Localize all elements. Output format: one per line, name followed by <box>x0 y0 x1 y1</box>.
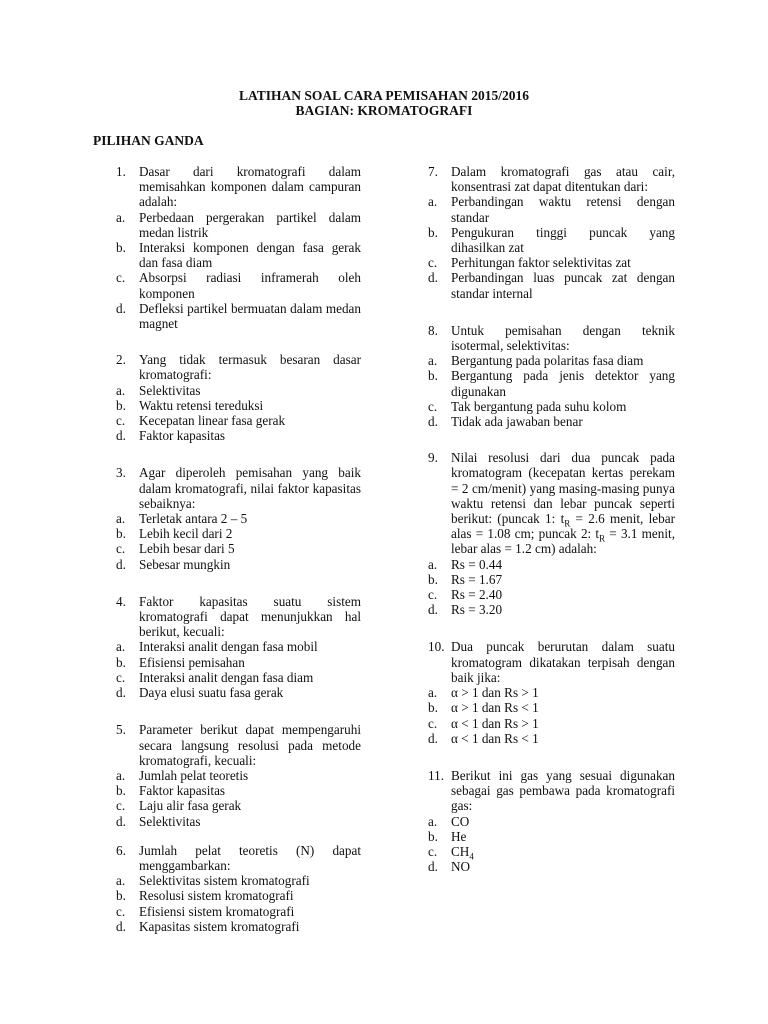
answer-option[interactable] <box>116 919 361 934</box>
option-letter: a. <box>116 873 126 889</box>
option-text: Selektivitas <box>139 382 201 398</box>
answer-option[interactable] <box>428 700 675 715</box>
answer-option[interactable] <box>116 526 361 541</box>
option-letter: a. <box>428 685 438 701</box>
answer-option[interactable] <box>428 731 675 746</box>
question-number: 2. <box>116 352 126 368</box>
subscript-text: 4 <box>469 851 474 862</box>
option-letter: c. <box>116 903 126 919</box>
option-text: Rs = 1.67 <box>451 571 503 587</box>
question-text: Jumlah pelat teoretis (N) dapat menggambarkan: <box>139 842 361 873</box>
option-letter: b. <box>116 783 126 799</box>
answer-option[interactable] <box>116 685 361 700</box>
option-letter: d. <box>116 428 126 444</box>
question-text: Dasar dari kromatografi dalam memisahkan komponen dalam campuran adalah: <box>139 164 361 210</box>
option-text <box>451 843 675 862</box>
option-letter: b. <box>428 828 438 844</box>
answer-option[interactable] <box>428 716 675 731</box>
question-stem <box>116 843 361 873</box>
question-item <box>428 768 675 874</box>
option-text: Interaksi komponen dengan fasa gerak dan fasa diam <box>139 240 361 271</box>
answer-option[interactable] <box>116 904 361 919</box>
document-subtitle: BAGIAN: KROMATOGRAFI <box>295 103 473 118</box>
option-letter: a. <box>116 511 126 527</box>
option-letter: d. <box>428 270 438 286</box>
answer-option[interactable] <box>116 655 361 670</box>
answer-option[interactable] <box>116 428 361 443</box>
option-letter: b. <box>116 888 126 904</box>
option-letter: a. <box>428 194 438 210</box>
option-text: Rs = 2.40 <box>451 587 503 603</box>
option-letter: d. <box>428 414 438 430</box>
answer-option[interactable] <box>116 541 361 556</box>
option-text: Kecepatan linear fasa gerak <box>139 413 286 429</box>
option-letter: a. <box>428 353 438 369</box>
question-item <box>116 843 361 934</box>
answer-option[interactable] <box>428 225 675 255</box>
question-item <box>116 594 361 700</box>
option-text: α > 1 dan Rs > 1 <box>451 685 539 701</box>
answer-option[interactable] <box>428 255 675 270</box>
option-text: Rs = 0.44 <box>451 556 503 572</box>
text-fragment: Nilai resolusi dari dua puncak pada kromatogram (kecepatan kertas perekam = 2 cm/menit) yang masing-masing punya waktu retensi dan lebar puncak seperti berikut: (puncak 1: t <box>451 450 675 527</box>
option-letter: c. <box>116 541 126 557</box>
option-text: α > 1 dan Rs < 1 <box>451 700 539 716</box>
answer-option[interactable] <box>116 398 361 413</box>
answer-option[interactable] <box>116 768 361 783</box>
option-letter: a. <box>116 209 126 225</box>
option-text: Sebesar mungkin <box>139 556 231 572</box>
answer-option[interactable] <box>428 602 675 617</box>
answer-option[interactable] <box>116 301 361 331</box>
question-number: 5. <box>116 722 126 738</box>
answer-option[interactable] <box>428 194 675 224</box>
answer-option[interactable] <box>428 270 675 300</box>
option-letter: b. <box>116 654 126 670</box>
option-text: Selektivitas sistem kromatografi <box>139 873 310 889</box>
questions-column-right <box>428 164 675 874</box>
option-text: Perbandingan luas puncak zat dengan standar internal <box>451 270 675 301</box>
text-fragment: = 3.1 menit, lebar alas = 1.2 cm) adalah: <box>451 526 675 557</box>
question-number: 11. <box>428 767 444 783</box>
option-text: CO <box>451 813 470 829</box>
document-title: LATIHAN SOAL CARA PEMISAHAN 2015/2016 <box>238 88 530 103</box>
option-text: Daya elusi suatu fasa gerak <box>139 685 284 701</box>
answer-option[interactable] <box>116 814 361 829</box>
question-item <box>116 352 361 443</box>
question-number: 8. <box>428 322 438 338</box>
answer-option[interactable] <box>116 210 361 240</box>
option-letter: d. <box>116 300 126 316</box>
option-text: Kapasitas sistem kromatografi <box>139 918 300 934</box>
option-letter: c. <box>116 669 126 685</box>
option-text: Faktor kapasitas <box>139 783 226 799</box>
question-item <box>116 722 361 828</box>
question-number: 10. <box>428 639 445 655</box>
option-text: Perbandingan waktu retensi dengan standar <box>451 194 675 225</box>
answer-option[interactable] <box>428 829 675 844</box>
option-text: Tidak ada jawaban benar <box>451 414 583 430</box>
option-letter: d. <box>116 918 126 934</box>
question-number: 3. <box>116 465 126 481</box>
question-number: 1. <box>116 164 126 179</box>
option-letter: a. <box>428 556 438 572</box>
answer-option[interactable] <box>116 783 361 798</box>
question-stem <box>428 450 675 556</box>
option-letter: b. <box>116 240 126 256</box>
option-text: Efisiensi sistem kromatografi <box>139 903 295 919</box>
option-text: Bergantung pada jenis detektor yang digunakan <box>451 368 675 399</box>
question-text: Agar diperoleh pemisahan yang baik dalam kromatografi, nilai faktor kapasitas sebaiknya: <box>139 465 361 511</box>
answer-option[interactable] <box>428 368 675 398</box>
option-letter: d. <box>116 685 126 701</box>
question-stem <box>116 352 361 382</box>
question-text: Dua puncak berurutan dalam suatu kromatogram dikatakan terpisah dengan baik jika: <box>451 639 675 685</box>
option-letter: c. <box>116 798 126 814</box>
question-stem <box>116 164 361 210</box>
option-letter: d. <box>116 556 126 572</box>
option-text: Perhitungan faktor selektivitas zat <box>451 255 631 271</box>
option-letter: d. <box>428 602 438 618</box>
option-letter: c. <box>428 715 438 731</box>
option-text: Efisiensi pemisahan <box>139 654 245 670</box>
option-text: He <box>451 828 467 844</box>
option-letter: a. <box>116 382 126 398</box>
answer-option[interactable] <box>116 557 361 572</box>
option-text: Pengukuran tinggi puncak yang dihasilkan zat <box>451 224 675 256</box>
option-text: Tak bergantung pada suhu kolom <box>451 398 627 414</box>
answer-option[interactable] <box>116 413 361 428</box>
option-text: Laju alir fasa gerak <box>139 798 242 814</box>
text-fragment: CH <box>451 843 470 859</box>
option-text: Selektivitas <box>139 813 201 829</box>
option-text: Waktu retensi tereduksi <box>139 397 264 413</box>
answer-option[interactable] <box>116 270 361 300</box>
question-number: 4. <box>116 593 126 609</box>
question-stem <box>116 722 361 768</box>
questions-column-left <box>116 164 361 934</box>
option-text: Interaksi analit dengan fasa diam <box>139 669 314 685</box>
section-heading: PILIHAN GANDA <box>93 133 204 148</box>
option-letter: b. <box>116 397 126 413</box>
subscript-text: R <box>564 518 571 529</box>
option-text: Defleksi partikel bermuatan dalam medan magnet <box>139 300 361 332</box>
answer-option[interactable] <box>428 557 675 572</box>
option-text: Lebih besar dari 5 <box>139 541 235 557</box>
option-text: Interaksi analit dengan fasa mobil <box>139 639 318 655</box>
option-letter: b. <box>428 224 438 240</box>
answer-option[interactable] <box>428 399 675 414</box>
option-letter: c. <box>116 270 126 286</box>
question-text <box>451 450 675 556</box>
text-fragment: = 2.6 menit, lebar alas = 1.08 cm; puncak 2: t <box>451 511 675 542</box>
question-item <box>428 639 675 745</box>
option-text: Resolusi sistem kromatografi <box>139 888 294 904</box>
question-stem <box>116 594 361 640</box>
answer-option[interactable] <box>428 859 675 874</box>
answer-option[interactable] <box>428 685 675 700</box>
answer-option[interactable] <box>116 240 361 270</box>
answer-option[interactable] <box>428 353 675 368</box>
option-letter: b. <box>116 526 126 542</box>
answer-option[interactable] <box>428 572 675 587</box>
option-letter: c. <box>428 843 438 859</box>
option-letter: c. <box>428 587 438 603</box>
question-stem <box>428 164 675 194</box>
option-letter: a. <box>116 767 126 783</box>
question-text: Untuk pemisahan dengan teknik isotermal, selektivitas: <box>451 322 675 354</box>
option-text: Bergantung pada polaritas fasa diam <box>451 353 644 369</box>
question-text: Faktor kapasitas suatu sistem kromatografi dapat menunjukkan hal berikut, kecuali: <box>139 593 361 640</box>
answer-option[interactable] <box>116 511 361 526</box>
option-letter: b. <box>428 368 438 384</box>
question-number: 6. <box>116 842 126 858</box>
option-text: α < 1 dan Rs > 1 <box>451 715 539 731</box>
answer-option[interactable] <box>428 814 675 829</box>
question-item <box>428 164 675 301</box>
question-stem <box>428 323 675 353</box>
option-letter: c. <box>428 255 438 271</box>
question-number: 9. <box>428 450 438 466</box>
question-number: 7. <box>428 164 438 179</box>
option-text: Jumlah pelat teoretis <box>139 767 249 783</box>
answer-option[interactable] <box>116 383 361 398</box>
option-letter: b. <box>428 700 438 716</box>
option-letter: c. <box>116 413 126 429</box>
question-item <box>116 164 361 331</box>
option-letter: d. <box>428 859 438 875</box>
option-letter: a. <box>116 639 126 655</box>
option-text: Lebih kecil dari 2 <box>139 526 233 542</box>
answer-option[interactable] <box>116 888 361 903</box>
option-text: Faktor kapasitas <box>139 428 226 444</box>
option-text: Terletak antara 2 – 5 <box>139 511 248 527</box>
answer-option[interactable] <box>116 670 361 685</box>
question-item <box>428 323 675 429</box>
question-stem <box>428 639 675 685</box>
answer-option[interactable] <box>428 414 675 429</box>
answer-option[interactable] <box>428 843 675 862</box>
answer-option[interactable] <box>428 587 675 602</box>
question-stem <box>428 768 675 814</box>
question-item <box>428 450 675 617</box>
question-text: Parameter berikut dapat mempengaruhi secara langsung resolusi pada metode kromatografi, kecuali: <box>139 722 361 768</box>
option-text: Absorpsi radiasi inframerah oleh komponen <box>139 270 361 301</box>
subscript-text: R <box>599 533 606 544</box>
option-letter: d. <box>428 730 438 746</box>
question-text: Berikut ini gas yang sesuai digunakan sebagai gas pembawa pada kromatografi gas: <box>451 767 675 814</box>
option-text: Rs = 3.20 <box>451 602 503 618</box>
option-text: α < 1 dan Rs < 1 <box>451 730 539 746</box>
answer-option[interactable] <box>116 873 361 888</box>
option-letter: c. <box>428 398 438 414</box>
answer-option[interactable] <box>116 639 361 654</box>
question-stem <box>116 465 361 511</box>
option-text: Perbedaan pergerakan partikel dalam medan listrik <box>139 209 361 240</box>
answer-option[interactable] <box>116 798 361 813</box>
option-letter: b. <box>428 571 438 587</box>
question-item <box>116 465 361 571</box>
option-letter: d. <box>116 813 126 829</box>
option-letter: a. <box>428 813 438 829</box>
question-text: Dalam kromatografi gas atau cair, konsentrasi zat dapat ditentukan dari: <box>451 164 675 195</box>
option-text: NO <box>451 859 471 875</box>
question-text: Yang tidak termasuk besaran dasar kromatografi: <box>139 352 361 383</box>
